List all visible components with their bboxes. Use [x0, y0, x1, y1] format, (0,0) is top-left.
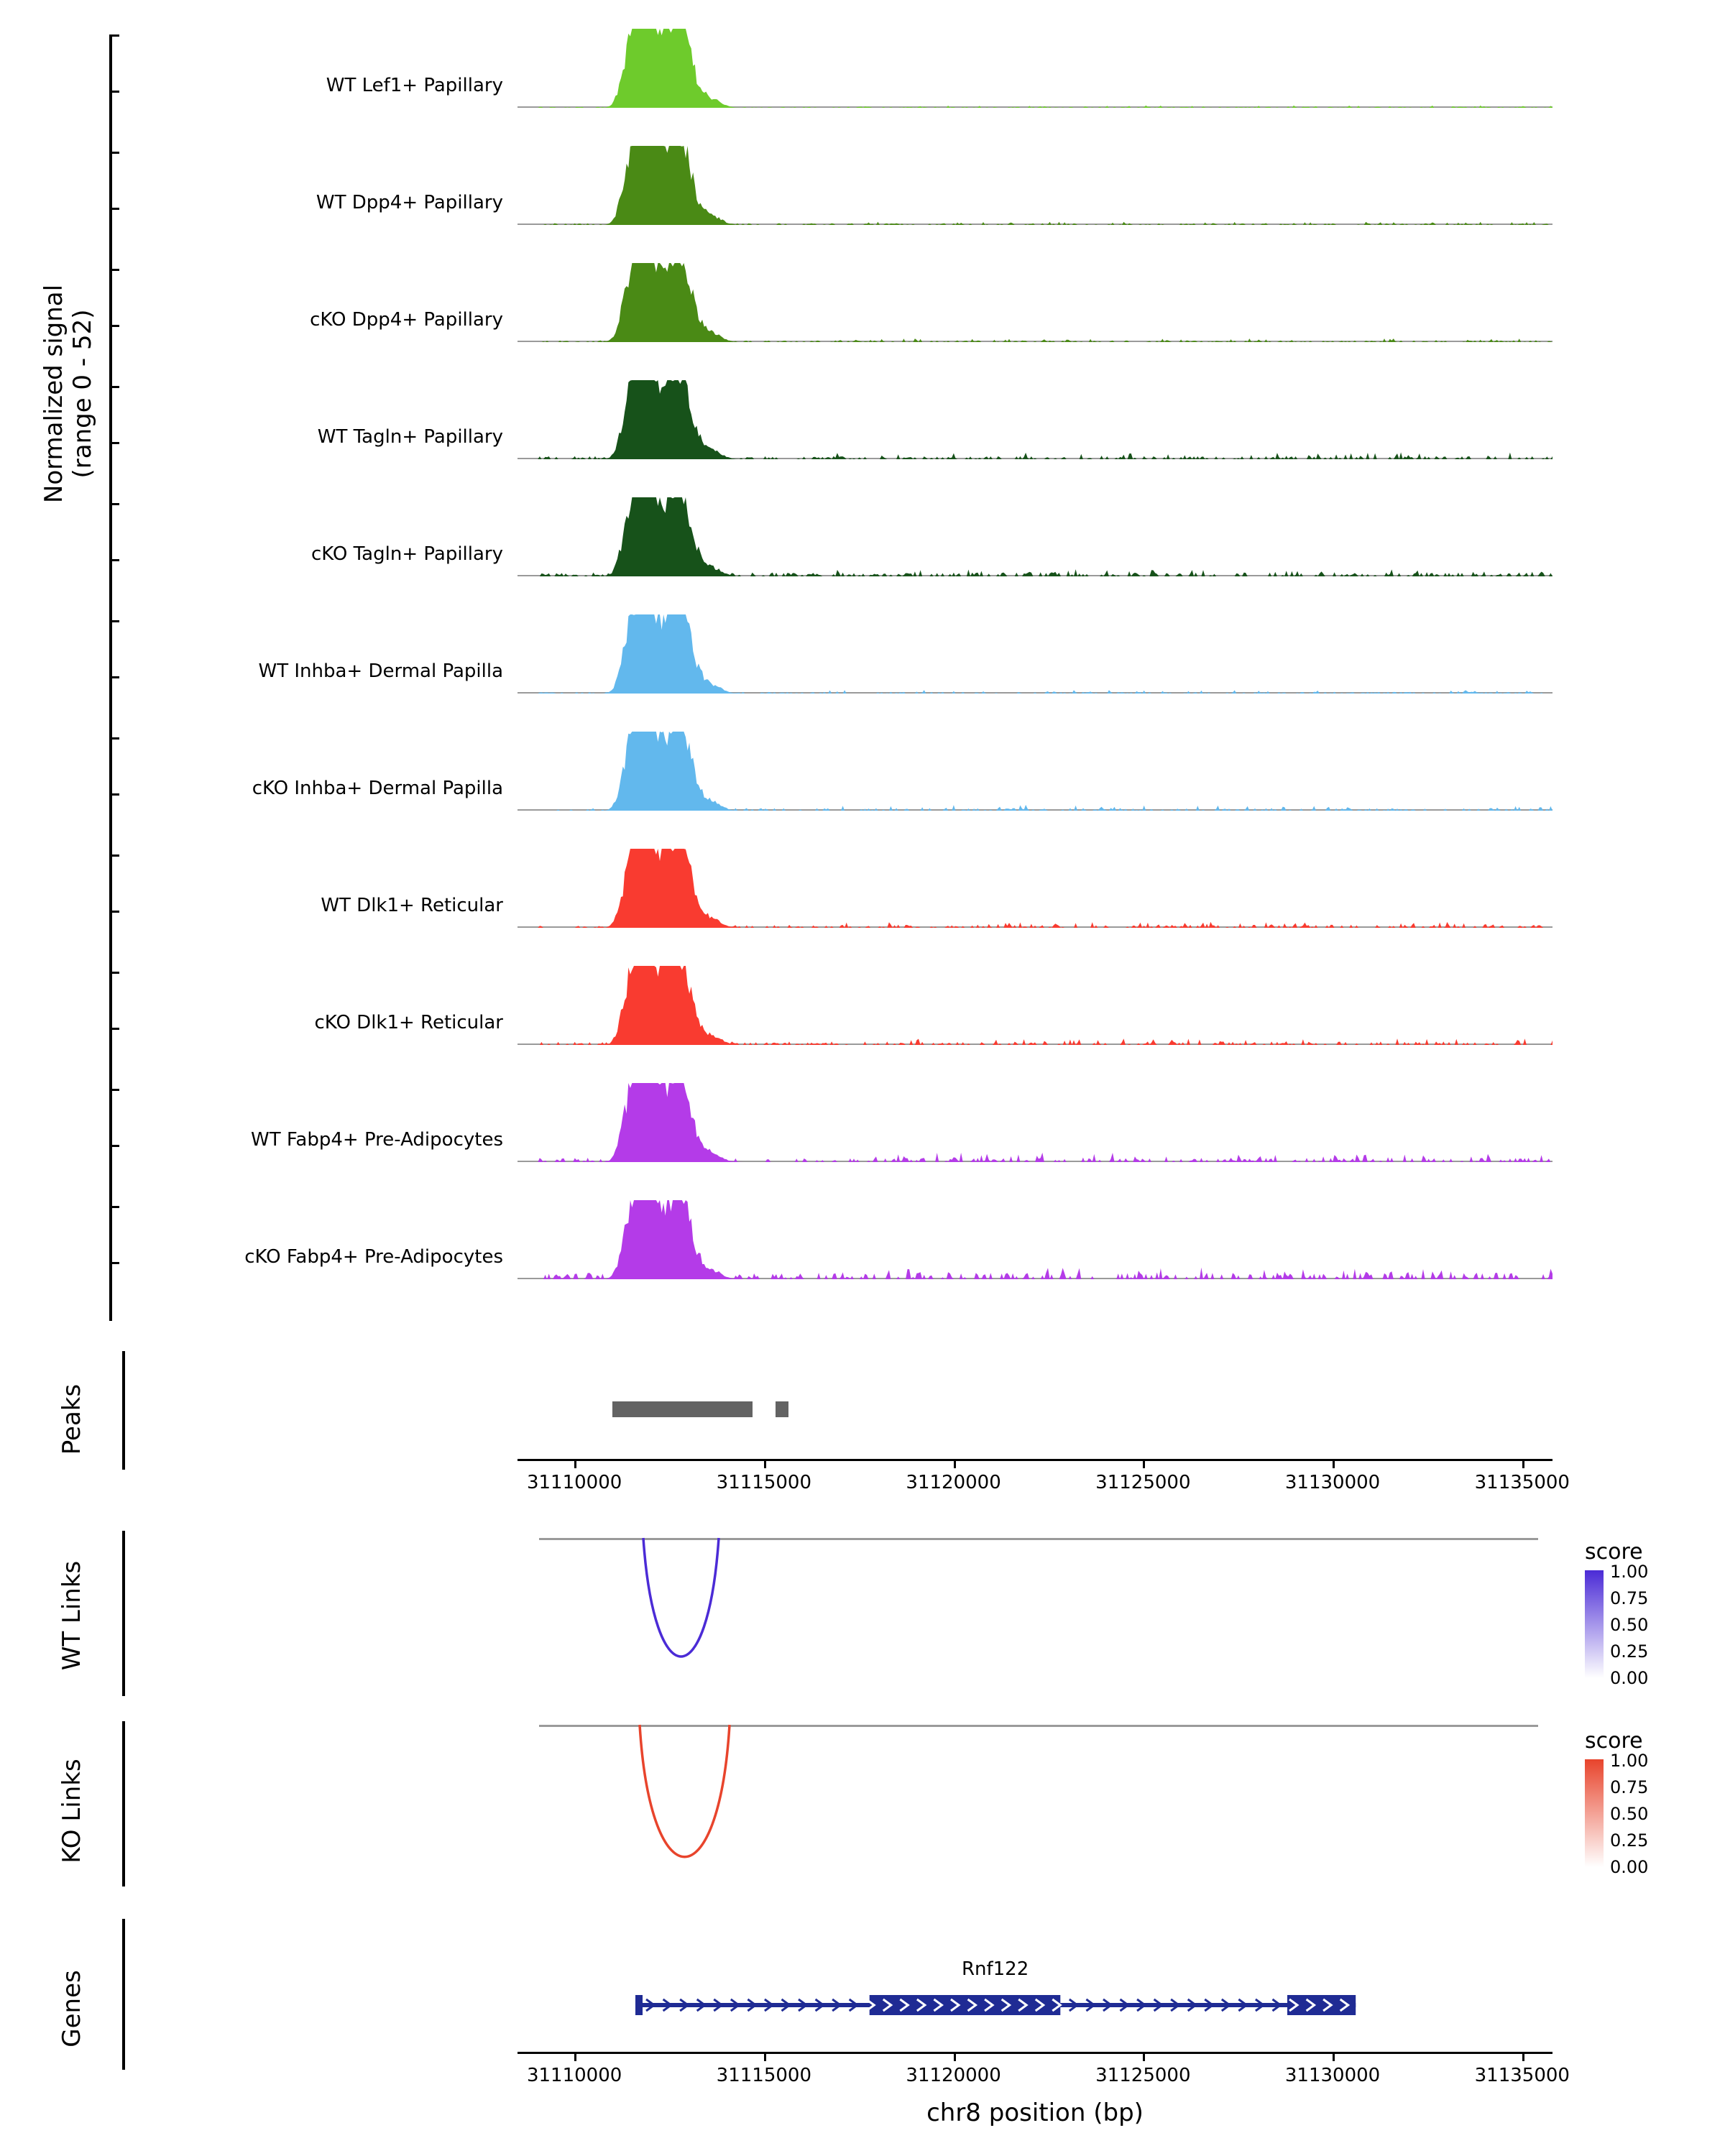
- axis-tick-label: 31125000: [1095, 2065, 1191, 2086]
- ko-legend-gradient: [1585, 1759, 1604, 1867]
- ko-links-spine: [122, 1721, 125, 1886]
- peaks-spine: [122, 1351, 125, 1470]
- axis-tick: [109, 269, 119, 271]
- axis-tick: [109, 91, 119, 93]
- wt-legend-tick-0: 1.00: [1610, 1562, 1649, 1582]
- y-axis-label-line2: (range 0 - 52): [68, 309, 97, 479]
- axis-tick: [109, 1145, 119, 1147]
- coverage-track: [518, 497, 1552, 576]
- axis-tick: [954, 1461, 956, 1468]
- coverage-track: [518, 380, 1552, 459]
- axis-tick-label: 31115000: [716, 1472, 812, 1493]
- coverage-track: [518, 263, 1552, 342]
- axis-tick: [109, 854, 119, 857]
- genes-spine: [122, 1919, 125, 2070]
- axis-line: [518, 2052, 1552, 2054]
- wt-legend-gradient: [1585, 1570, 1604, 1678]
- ko-links-label-text: KO Links: [58, 1759, 86, 1864]
- axis-tick: [1333, 1461, 1335, 1468]
- track-label-9: WT Fabp4+ Pre-Adipocytes: [251, 1129, 503, 1151]
- axis-tick-label: 31120000: [906, 2065, 1001, 2086]
- coverage-area: [518, 1083, 1552, 1162]
- track-label-10: cKO Fabp4+ Pre-Adipocytes: [244, 1246, 503, 1268]
- ko-legend-title: score: [1585, 1728, 1643, 1754]
- section-label-genes: [58, 1919, 86, 2099]
- axis-tick: [1143, 1461, 1145, 1468]
- coverage-area: [518, 614, 1552, 694]
- coverage-area: [518, 1200, 1552, 1279]
- coverage-track: [518, 29, 1552, 108]
- wt-legend-ticks: [1610, 1562, 1711, 1688]
- coverage-area: [518, 146, 1552, 225]
- axis-tick: [109, 503, 119, 505]
- wt-legend-tick-2: 0.50: [1610, 1615, 1649, 1635]
- track-label-2: cKO Dpp4+ Papillary: [310, 309, 503, 331]
- axis-tick: [109, 793, 119, 796]
- axis-tick: [764, 2054, 766, 2061]
- axis-tick: [1333, 2054, 1335, 2061]
- coverage-track: [518, 966, 1552, 1045]
- track-label-7: WT Dlk1+ Reticular: [321, 895, 503, 916]
- gene-body: [628, 1984, 1363, 2027]
- coverage-area: [518, 263, 1552, 342]
- axis-tick: [1522, 2054, 1524, 2061]
- ko-legend-ticks: [1610, 1751, 1711, 1877]
- coverage-area: [518, 380, 1552, 459]
- coverage-track: [518, 849, 1552, 928]
- axis-tick: [109, 972, 119, 974]
- wt-links-label-text: WT Links: [58, 1560, 86, 1671]
- axis-tick: [109, 34, 119, 37]
- coverage-area: [518, 732, 1552, 811]
- track-label-8: cKO Dlk1+ Reticular: [314, 1012, 503, 1033]
- axis-tick-label: 31125000: [1095, 1472, 1191, 1493]
- coverage-area: [518, 849, 1552, 928]
- section-label-wt-links: [58, 1515, 86, 1716]
- axis-tick: [109, 911, 119, 913]
- section-label-ko-links: [58, 1710, 86, 1912]
- axis-tick-label: 31120000: [906, 1472, 1001, 1493]
- gene-name-label: Rnf122: [961, 1958, 1029, 1980]
- track-label-0: WT Lef1+ Papillary: [326, 75, 503, 96]
- axis-tick-label: 31110000: [526, 1472, 622, 1493]
- wt-legend-title: score: [1585, 1539, 1643, 1565]
- y-axis-label: [40, 207, 97, 581]
- wt-legend-tick-3: 0.25: [1610, 1641, 1649, 1662]
- axis-tick-label: 31115000: [716, 2065, 812, 2086]
- section-label-peaks: [58, 1340, 86, 1498]
- peak-bar: [612, 1401, 753, 1417]
- axis-tick: [109, 152, 119, 154]
- axis-tick: [109, 1206, 119, 1208]
- axis-tick: [109, 737, 119, 740]
- axis-tick: [109, 1262, 119, 1264]
- peaks-label-text: Peaks: [58, 1383, 86, 1455]
- axis-tick: [574, 1461, 576, 1468]
- ko-legend-tick-0: 1.00: [1610, 1751, 1649, 1771]
- coverage-track: [518, 1200, 1552, 1279]
- coverage-area: [518, 497, 1552, 576]
- track-label-3: WT Tagln+ Papillary: [317, 426, 503, 448]
- axis-tick: [109, 442, 119, 444]
- coverage-area: [518, 966, 1552, 1045]
- axis-tick: [954, 2054, 956, 2061]
- ko-legend-tick-1: 0.75: [1610, 1777, 1649, 1797]
- axis-tick: [1522, 1461, 1524, 1468]
- axis-tick: [109, 620, 119, 622]
- axis-tick: [1143, 2054, 1145, 2061]
- axis-tick-label: 31135000: [1474, 2065, 1570, 2086]
- axis-tick-label: 31130000: [1284, 1472, 1381, 1493]
- track-label-4: cKO Tagln+ Papillary: [310, 543, 503, 565]
- coverage-track: [518, 732, 1552, 811]
- axis-tick-label: 31130000: [1284, 2065, 1381, 2086]
- axis-tick: [109, 1089, 119, 1091]
- coverage-track: [518, 1083, 1552, 1162]
- axis-tick: [764, 1461, 766, 1468]
- ko-legend-tick-4: 0.00: [1610, 1857, 1649, 1877]
- wt-legend-tick-1: 0.75: [1610, 1588, 1649, 1608]
- axis-tick: [109, 386, 119, 388]
- coverage-track: [518, 614, 1552, 694]
- axis-tick-label: 31135000: [1474, 1472, 1570, 1493]
- y-axis-label-line1: Normalized signal: [40, 284, 68, 504]
- coverage-track: [518, 146, 1552, 225]
- axis-tick: [109, 325, 119, 327]
- x-axis-title: chr8 position (bp): [926, 2099, 1144, 2127]
- peak-bar: [776, 1401, 788, 1417]
- track-label-5: WT Inhba+ Dermal Papilla: [258, 660, 503, 682]
- axis-tick: [109, 208, 119, 210]
- wt-legend-tick-4: 0.00: [1610, 1668, 1649, 1688]
- genes-label-text: Genes: [58, 1970, 86, 2047]
- ko-legend-tick-2: 0.50: [1610, 1804, 1649, 1824]
- wt-links-spine: [122, 1531, 125, 1696]
- axis-tick-label: 31110000: [526, 2065, 622, 2086]
- axis-tick: [109, 1028, 119, 1030]
- axis-line: [518, 1459, 1552, 1461]
- axis-tick: [109, 559, 119, 561]
- track-label-1: WT Dpp4+ Papillary: [316, 192, 503, 213]
- coverage-area: [518, 29, 1552, 108]
- ko-link-arc: [539, 1718, 1545, 1904]
- track-label-6: cKO Inhba+ Dermal Papilla: [252, 778, 503, 799]
- axis-tick: [109, 676, 119, 678]
- axis-tick: [574, 2054, 576, 2061]
- wt-link-arc: [539, 1531, 1545, 1710]
- ko-legend-tick-3: 0.25: [1610, 1830, 1649, 1851]
